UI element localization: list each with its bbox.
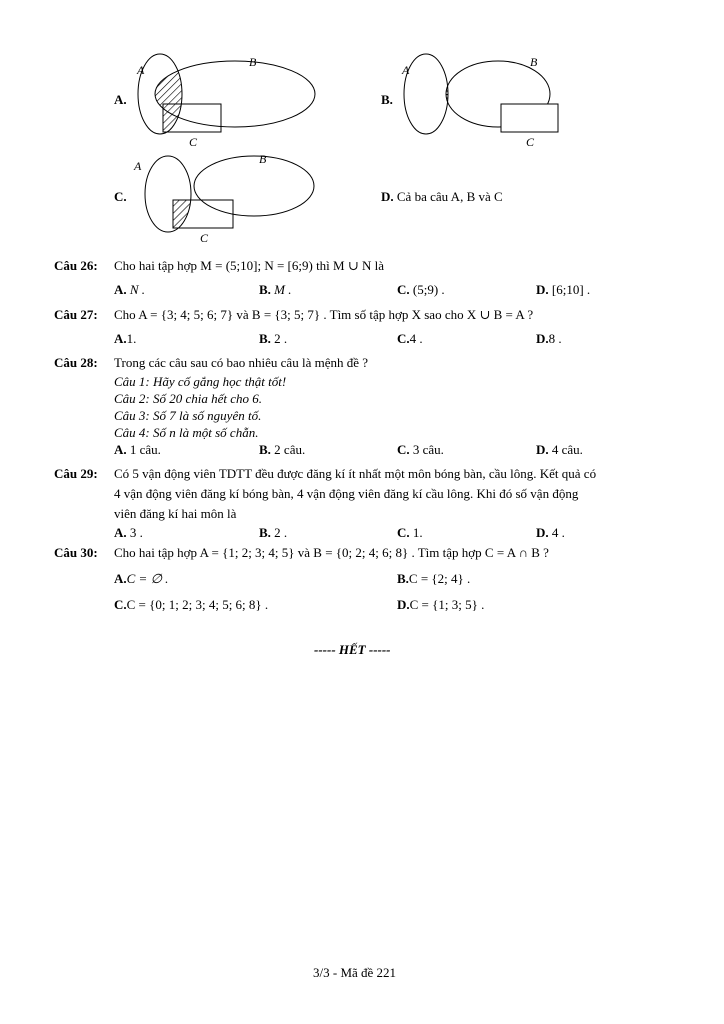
set-a-label: A [137, 63, 145, 77]
q26-text: Cho hai tập hợp M = (5;10]; N = [6;9) thì M ∪ N là [114, 258, 385, 273]
q29-line-2: 4 vận động viên đăng kí bóng bàn, 4 vận động viên đăng kí cầu lông. Khi đó số vận động [114, 486, 579, 501]
q27-option-b: B. 2 . [259, 331, 288, 346]
q29-line-1: Có 5 vận động viên TDTT đều được đăng kí ít nhất một môn bóng bàn, cầu lông. Kết quả có [114, 466, 597, 481]
q28-sentence-4: Câu 4: Số n là một số chẵn. [114, 425, 259, 440]
q29-line-3: viên đăng kí hai môn là [114, 506, 237, 521]
q30-option-a: A.C = ∅ . [114, 571, 169, 586]
q27-option-a: A.1. [114, 331, 137, 346]
option-d: D. Cả ba câu A, B và C [381, 189, 503, 204]
q30-label: Câu 30: [54, 545, 98, 560]
q29-option-a: A. 3 . [114, 525, 143, 540]
svg-text:C: C [200, 231, 209, 245]
q30-option-d: D.C = {1; 3; 5} . [397, 597, 485, 612]
option-c-label: C. [114, 189, 127, 204]
q29-option-d: D. 4 . [536, 525, 565, 540]
q27-option-d: D.8 . [536, 331, 562, 346]
option-b-label: B. [381, 92, 393, 107]
q26-option-d: D. [6;10] . [536, 282, 591, 297]
q30-text: Cho hai tập hợp A = {1; 2; 3; 4; 5} và B = {0; 2; 4; 6; 8} . Tìm tập hợp C = A ∩ B ? [114, 545, 549, 560]
q26-option-b: B. M . [259, 282, 292, 297]
end-marker: ----- HẾT ----- [314, 642, 391, 657]
q28-sentence-1: Câu 1: Hãy cố gắng học thật tốt! [114, 374, 287, 389]
svg-text:A: A [134, 159, 142, 173]
q28-text: Trong các câu sau có bao nhiêu câu là mệnh đề ? [114, 355, 369, 370]
q28-option-a: A. 1 câu. [114, 442, 161, 457]
venn-diagram-c [130, 150, 330, 250]
q28-option-b: B. 2 câu. [259, 442, 306, 457]
q28-option-d: D. 4 câu. [536, 442, 583, 457]
svg-text:A: A [402, 63, 410, 77]
q26-option-c: C. (5;9) . [397, 282, 445, 297]
venn-diagram-b [398, 52, 588, 152]
q28-label: Câu 28: [54, 355, 98, 370]
q27-label: Câu 27: [54, 307, 98, 322]
svg-text:C: C [526, 135, 535, 149]
q26-label: Câu 26: [54, 258, 98, 273]
option-a-label: A. [114, 92, 127, 107]
q30-option-c: C.C = {0; 1; 2; 3; 4; 5; 6; 8} . [114, 597, 269, 612]
q29-option-b: B. 2 . [259, 525, 288, 540]
q28-sentence-3: Câu 3: Số 7 là số nguyên tố. [114, 408, 262, 423]
set-c-label: C [189, 135, 198, 149]
q27-option-c: C.4 . [397, 331, 423, 346]
q28-sentence-2: Câu 2: Số 20 chia hết cho 6. [114, 391, 263, 406]
svg-text:B: B [259, 152, 267, 166]
q28-option-c: C. 3 câu. [397, 442, 444, 457]
q26-option-a: A. N . [114, 282, 146, 297]
q30-option-b: B.C = {2; 4} . [397, 571, 471, 586]
q27-text: Cho A = {3; 4; 5; 6; 7} và B = {3; 5; 7} . Tìm số tập hợp X sao cho X ∪ B = A ? [114, 307, 534, 322]
page-footer: 3/3 - Mã đề 221 [313, 965, 397, 980]
set-b-label: B [249, 55, 257, 69]
svg-text:B: B [530, 55, 538, 69]
q29-label: Câu 29: [54, 466, 98, 481]
q29-option-c: C. 1. [397, 525, 423, 540]
venn-diagram-a [135, 52, 325, 152]
